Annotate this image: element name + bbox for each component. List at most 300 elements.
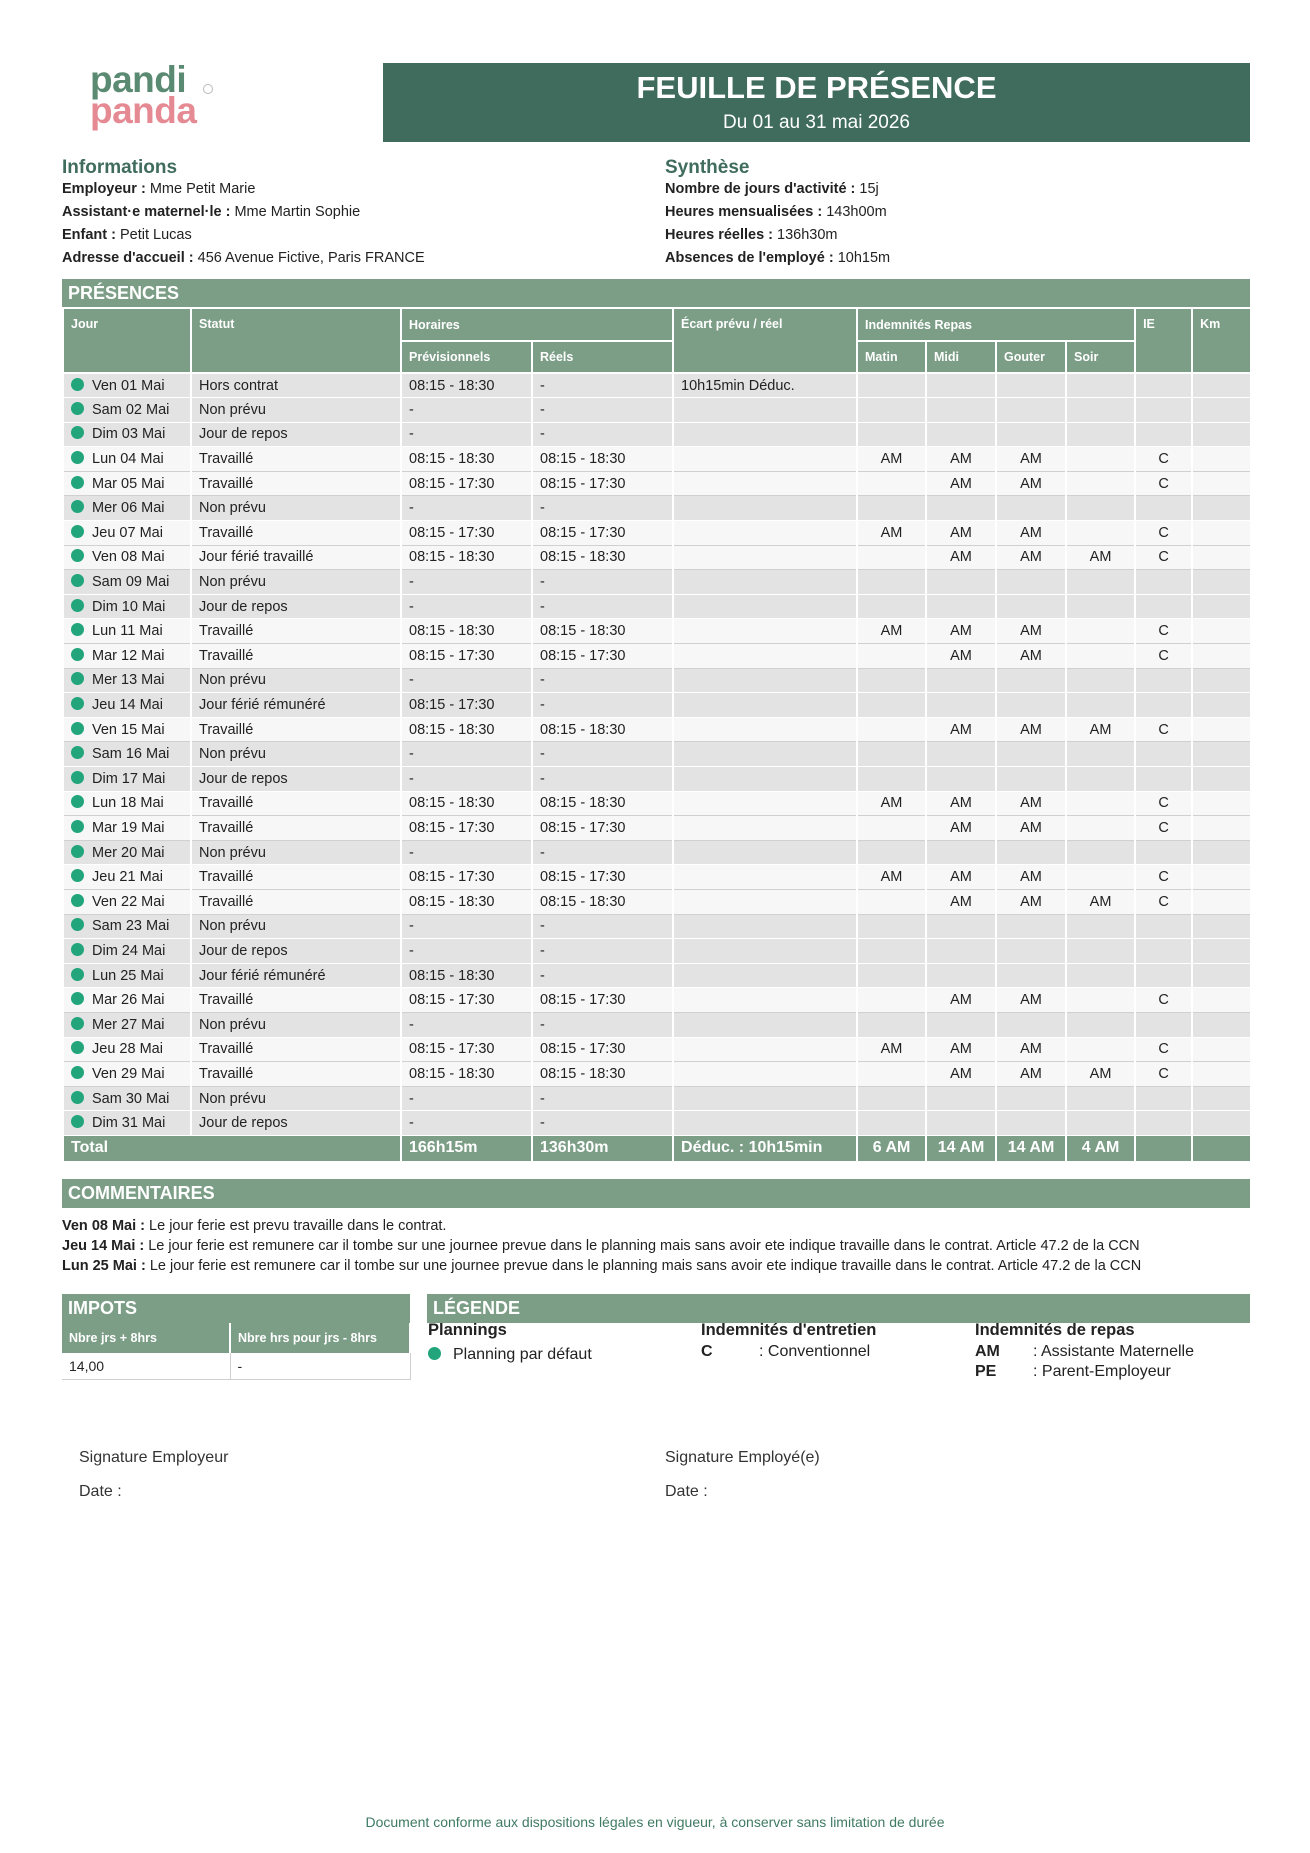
- cell-midi: [926, 914, 996, 939]
- cell-jour: Mer 27 Mai: [63, 1012, 191, 1037]
- planning-dot-icon: [71, 599, 84, 612]
- cell-ie: [1135, 939, 1192, 964]
- cell-ecart: [673, 422, 857, 447]
- info-enfant: Enfant : Petit Lucas: [62, 227, 192, 243]
- table-row: [63, 1012, 1251, 1037]
- cell-statut: Non prévu: [191, 840, 401, 865]
- cell-matin: [857, 816, 926, 841]
- cell-midi: AM: [926, 717, 996, 742]
- cell-midi: AM: [926, 471, 996, 496]
- cell-previsionnels: 08:15 - 17:30: [401, 1037, 532, 1062]
- cell-gouter: AM: [996, 791, 1066, 816]
- cell-jour: Mar 05 Mai: [63, 471, 191, 496]
- table-row: [63, 644, 1251, 669]
- planning-dot-icon: [71, 1066, 84, 1079]
- cell-reels: 08:15 - 17:30: [532, 816, 673, 841]
- cell-ecart: [673, 1086, 857, 1111]
- repas-am-item: AM : Assistante Maternelle: [975, 1343, 1194, 1360]
- cell-ie: C: [1135, 865, 1192, 890]
- cell-gouter: AM: [996, 865, 1066, 890]
- synthese-section: [665, 157, 890, 270]
- cell-ecart: [673, 840, 857, 865]
- table-row: [63, 398, 1251, 423]
- planning-dot-icon: [71, 1115, 84, 1128]
- table-row: [63, 545, 1251, 570]
- cell-previsionnels: 08:15 - 17:30: [401, 471, 532, 496]
- cell-gouter: AM: [996, 619, 1066, 644]
- cell-reels: -: [532, 398, 673, 423]
- cell-midi: [926, 840, 996, 865]
- total-km: [1192, 1135, 1251, 1161]
- cell-statut: Travaillé: [191, 1037, 401, 1062]
- cell-matin: [857, 963, 926, 988]
- total-reels: 136h30m: [532, 1135, 673, 1161]
- impots-title: IMPOTS: [62, 1294, 410, 1323]
- cell-reels: 08:15 - 18:30: [532, 889, 673, 914]
- cell-previsionnels: -: [401, 742, 532, 767]
- table-row: [63, 521, 1251, 546]
- planning-dot-icon: [71, 968, 84, 981]
- cell-ecart: [673, 1062, 857, 1087]
- cell-ecart: [673, 693, 857, 718]
- cell-reels: 08:15 - 17:30: [532, 644, 673, 669]
- repas-pe-item: PE : Parent-Employeur: [975, 1363, 1171, 1380]
- planning-default-item: Planning par défaut: [428, 1346, 592, 1364]
- cell-statut: Non prévu: [191, 742, 401, 767]
- cell-midi: [926, 1111, 996, 1136]
- cell-previsionnels: 08:15 - 18:30: [401, 717, 532, 742]
- cell-previsionnels: 08:15 - 18:30: [401, 889, 532, 914]
- cell-previsionnels: 08:15 - 17:30: [401, 693, 532, 718]
- cell-ie: [1135, 1086, 1192, 1111]
- cell-gouter: [996, 594, 1066, 619]
- repas-title: Indemnités de repas: [975, 1321, 1135, 1339]
- cell-ie: C: [1135, 1062, 1192, 1087]
- cell-ecart: [673, 471, 857, 496]
- cell-ecart: [673, 988, 857, 1013]
- total-midi: 14 AM: [926, 1135, 996, 1161]
- planning-dot-icon: [71, 623, 84, 636]
- cell-gouter: AM: [996, 1062, 1066, 1087]
- cell-previsionnels: -: [401, 1012, 532, 1037]
- cell-statut: Jour de repos: [191, 1111, 401, 1136]
- cell-previsionnels: -: [401, 668, 532, 693]
- cell-ecart: [673, 914, 857, 939]
- cell-jour: Mer 13 Mai: [63, 668, 191, 693]
- cell-jour: Mer 06 Mai: [63, 496, 191, 521]
- cell-soir: [1066, 963, 1135, 988]
- cell-statut: Non prévu: [191, 914, 401, 939]
- cell-reels: 08:15 - 17:30: [532, 471, 673, 496]
- cell-jour: Lun 25 Mai: [63, 963, 191, 988]
- cell-km: [1192, 865, 1251, 890]
- planning-dot-icon: [71, 648, 84, 661]
- registered-mark-icon: [203, 84, 213, 94]
- col-midi: Midi: [926, 341, 996, 373]
- cell-statut: Jour de repos: [191, 939, 401, 964]
- cell-ecart: [673, 889, 857, 914]
- cell-soir: [1066, 1012, 1135, 1037]
- cell-reels: -: [532, 1012, 673, 1037]
- cell-reels: -: [532, 668, 673, 693]
- cell-statut: Travaillé: [191, 816, 401, 841]
- planning-dot-icon: [71, 1017, 84, 1030]
- planning-dot-icon: [71, 722, 84, 735]
- cell-midi: [926, 693, 996, 718]
- cell-reels: -: [532, 496, 673, 521]
- cell-km: [1192, 1012, 1251, 1037]
- total-label: Total: [63, 1135, 401, 1161]
- cell-reels: -: [532, 1086, 673, 1111]
- cell-km: [1192, 619, 1251, 644]
- table-row: [63, 471, 1251, 496]
- total-previsionnels: 166h15m: [401, 1135, 532, 1161]
- synthese-absences: Absences de l'employé : 10h15m: [665, 250, 891, 266]
- cell-statut: Travaillé: [191, 1062, 401, 1087]
- cell-km: [1192, 1037, 1251, 1062]
- cell-ie: [1135, 742, 1192, 767]
- cell-soir: AM: [1066, 545, 1135, 570]
- cell-ie: [1135, 1012, 1192, 1037]
- cell-ecart: [673, 570, 857, 595]
- cell-previsionnels: -: [401, 422, 532, 447]
- cell-reels: -: [532, 422, 673, 447]
- cell-gouter: [996, 1111, 1066, 1136]
- cell-reels: -: [532, 1111, 673, 1136]
- planning-dot-icon: [71, 549, 84, 562]
- total-soir: 4 AM: [1066, 1135, 1135, 1161]
- cell-midi: AM: [926, 545, 996, 570]
- table-row: [63, 1111, 1251, 1136]
- info-employeur: Employeur : Mme Petit Marie: [62, 181, 256, 197]
- cell-ie: C: [1135, 889, 1192, 914]
- cell-km: [1192, 889, 1251, 914]
- logo-line1: pandi: [90, 59, 187, 100]
- cell-previsionnels: 08:15 - 18:30: [401, 619, 532, 644]
- cell-matin: [857, 767, 926, 792]
- cell-gouter: AM: [996, 447, 1066, 472]
- cell-gouter: [996, 963, 1066, 988]
- cell-statut: Jour férié travaillé: [191, 545, 401, 570]
- cell-statut: Jour férié rémunéré: [191, 693, 401, 718]
- cell-statut: Non prévu: [191, 496, 401, 521]
- cell-midi: AM: [926, 447, 996, 472]
- cell-gouter: AM: [996, 521, 1066, 546]
- cell-ecart: [673, 545, 857, 570]
- cell-matin: [857, 471, 926, 496]
- cell-soir: [1066, 865, 1135, 890]
- cell-matin: [857, 1062, 926, 1087]
- signature-employeur: Signature Employeur: [79, 1449, 229, 1466]
- cell-midi: AM: [926, 1037, 996, 1062]
- cell-previsionnels: -: [401, 914, 532, 939]
- period-subtitle: Du 01 au 31 mai 2026: [723, 112, 910, 133]
- cell-statut: Travaillé: [191, 644, 401, 669]
- planning-dot-icon: [71, 525, 84, 538]
- impots-table: [62, 1323, 411, 1380]
- cell-km: [1192, 988, 1251, 1013]
- cell-gouter: [996, 668, 1066, 693]
- cell-soir: [1066, 398, 1135, 423]
- logo-line2: panda: [90, 90, 197, 131]
- cell-matin: [857, 889, 926, 914]
- cell-km: [1192, 717, 1251, 742]
- cell-ecart: [673, 644, 857, 669]
- entretien-item: C : Conventionnel: [701, 1343, 871, 1360]
- cell-gouter: [996, 742, 1066, 767]
- cell-gouter: [996, 939, 1066, 964]
- entretien-title: Indemnités d'entretien: [701, 1321, 877, 1339]
- cell-statut: Travaillé: [191, 791, 401, 816]
- cell-km: [1192, 939, 1251, 964]
- cell-midi: AM: [926, 889, 996, 914]
- cell-jour: Lun 18 Mai: [63, 791, 191, 816]
- table-row: [63, 717, 1251, 742]
- synthese-jours: Nombre de jours d'activité : 15j: [665, 181, 879, 197]
- cell-soir: [1066, 988, 1135, 1013]
- cell-midi: [926, 742, 996, 767]
- cell-gouter: [996, 840, 1066, 865]
- cell-gouter: AM: [996, 816, 1066, 841]
- col-matin: Matin: [857, 341, 926, 373]
- cell-previsionnels: 08:15 - 17:30: [401, 988, 532, 1013]
- cell-ie: [1135, 963, 1192, 988]
- cell-reels: 08:15 - 18:30: [532, 619, 673, 644]
- table-row: [63, 889, 1251, 914]
- cell-ecart: [673, 865, 857, 890]
- cell-previsionnels: -: [401, 1086, 532, 1111]
- cell-statut: Travaillé: [191, 889, 401, 914]
- cell-matin: [857, 545, 926, 570]
- cell-ecart: [673, 398, 857, 423]
- cell-soir: [1066, 1037, 1135, 1062]
- cell-km: [1192, 447, 1251, 472]
- cell-reels: 08:15 - 18:30: [532, 447, 673, 472]
- cell-jour: Jeu 07 Mai: [63, 521, 191, 546]
- cell-jour: Dim 24 Mai: [63, 939, 191, 964]
- cell-reels: 08:15 - 18:30: [532, 717, 673, 742]
- cell-midi: [926, 373, 996, 398]
- cell-statut: Travaillé: [191, 521, 401, 546]
- col-indemnites: Indemnités Repas: [857, 308, 1135, 341]
- cell-matin: [857, 398, 926, 423]
- cell-km: [1192, 1062, 1251, 1087]
- cell-ie: [1135, 422, 1192, 447]
- cell-ecart: [673, 521, 857, 546]
- cell-jour: Ven 22 Mai: [63, 889, 191, 914]
- cell-soir: [1066, 693, 1135, 718]
- cell-reels: -: [532, 373, 673, 398]
- cell-matin: [857, 1086, 926, 1111]
- cell-gouter: AM: [996, 889, 1066, 914]
- cell-statut: Non prévu: [191, 570, 401, 595]
- cell-ie: [1135, 914, 1192, 939]
- cell-matin: [857, 988, 926, 1013]
- cell-matin: [857, 373, 926, 398]
- planning-dot-icon: [71, 992, 84, 1005]
- cell-ie: [1135, 693, 1192, 718]
- cell-previsionnels: 08:15 - 18:30: [401, 373, 532, 398]
- cell-midi: AM: [926, 865, 996, 890]
- col-horaires: Horaires: [401, 308, 673, 341]
- cell-statut: Jour de repos: [191, 767, 401, 792]
- col-ecart: Écart prévu / réel: [673, 308, 857, 373]
- cell-matin: [857, 594, 926, 619]
- cell-soir: [1066, 471, 1135, 496]
- planning-dot-icon: [71, 378, 84, 391]
- table-row: [63, 1062, 1251, 1087]
- cell-reels: 08:15 - 17:30: [532, 865, 673, 890]
- cell-jour: Sam 30 Mai: [63, 1086, 191, 1111]
- cell-matin: [857, 668, 926, 693]
- impots-col2: Nbre hrs pour jrs - 8hrs: [230, 1323, 410, 1353]
- cell-reels: 08:15 - 18:30: [532, 1062, 673, 1087]
- cell-soir: AM: [1066, 1062, 1135, 1087]
- legende-plannings: [428, 1321, 592, 1364]
- cell-ie: [1135, 1111, 1192, 1136]
- cell-jour: Jeu 28 Mai: [63, 1037, 191, 1062]
- cell-previsionnels: 08:15 - 18:30: [401, 791, 532, 816]
- table-row: [63, 840, 1251, 865]
- cell-soir: [1066, 570, 1135, 595]
- cell-matin: AM: [857, 1037, 926, 1062]
- cell-matin: [857, 939, 926, 964]
- cell-gouter: AM: [996, 545, 1066, 570]
- cell-midi: [926, 422, 996, 447]
- cell-reels: -: [532, 963, 673, 988]
- cell-midi: [926, 963, 996, 988]
- cell-midi: [926, 570, 996, 595]
- planning-dot-icon: [71, 869, 84, 882]
- cell-previsionnels: 08:15 - 18:30: [401, 545, 532, 570]
- cell-ecart: [673, 816, 857, 841]
- cell-statut: Travaillé: [191, 447, 401, 472]
- synthese-heures-mensualisees: Heures mensualisées : 143h00m: [665, 204, 887, 220]
- presences-table: [62, 307, 1252, 1162]
- cell-km: [1192, 1086, 1251, 1111]
- cell-midi: [926, 939, 996, 964]
- cell-jour: Jeu 14 Mai: [63, 693, 191, 718]
- cell-ie: C: [1135, 988, 1192, 1013]
- cell-soir: [1066, 447, 1135, 472]
- cell-km: [1192, 1111, 1251, 1136]
- planning-dot-icon: [71, 426, 84, 439]
- cell-soir: [1066, 791, 1135, 816]
- informations-title: Informations: [62, 157, 178, 178]
- cell-soir: [1066, 767, 1135, 792]
- cell-ecart: [673, 963, 857, 988]
- legende-repas: [975, 1321, 1194, 1381]
- cell-previsionnels: -: [401, 840, 532, 865]
- cell-ecart: 10h15min Déduc.: [673, 373, 857, 398]
- table-row: [63, 939, 1251, 964]
- table-row: [63, 619, 1251, 644]
- total-ecart: Déduc. : 10h15min: [673, 1135, 857, 1161]
- cell-soir: [1066, 914, 1135, 939]
- planning-dot-icon: [71, 771, 84, 784]
- cell-statut: Travaillé: [191, 619, 401, 644]
- cell-jour: Sam 02 Mai: [63, 398, 191, 423]
- cell-reels: -: [532, 939, 673, 964]
- col-ie: IE: [1135, 308, 1192, 373]
- cell-jour: Ven 15 Mai: [63, 717, 191, 742]
- table-row: [63, 668, 1251, 693]
- comment-item: Ven 08 Mai : Le jour ferie est prevu travaille dans le contrat.: [62, 1218, 447, 1234]
- cell-previsionnels: 08:15 - 18:30: [401, 1062, 532, 1087]
- cell-midi: AM: [926, 1062, 996, 1087]
- planning-dot-icon: [71, 672, 84, 685]
- cell-statut: Jour de repos: [191, 422, 401, 447]
- pandi-panda-logo: [90, 60, 230, 134]
- cell-matin: [857, 717, 926, 742]
- cell-soir: [1066, 742, 1135, 767]
- cell-ecart: [673, 791, 857, 816]
- cell-previsionnels: 08:15 - 17:30: [401, 816, 532, 841]
- cell-statut: Non prévu: [191, 668, 401, 693]
- cell-km: [1192, 668, 1251, 693]
- table-row: [63, 816, 1251, 841]
- cell-ie: C: [1135, 447, 1192, 472]
- cell-reels: -: [532, 570, 673, 595]
- info-assistant: Assistant·e maternel·le : Mme Martin Sophie: [62, 204, 361, 220]
- cell-ie: C: [1135, 644, 1192, 669]
- legende-title: LÉGENDE: [427, 1294, 1250, 1323]
- cell-km: [1192, 914, 1251, 939]
- cell-km: [1192, 373, 1251, 398]
- cell-soir: [1066, 840, 1135, 865]
- cell-ecart: [673, 1037, 857, 1062]
- cell-jour: Mer 20 Mai: [63, 840, 191, 865]
- cell-ie: C: [1135, 619, 1192, 644]
- cell-km: [1192, 545, 1251, 570]
- cell-matin: [857, 742, 926, 767]
- presences-body: [63, 373, 1251, 1135]
- cell-ecart: [673, 717, 857, 742]
- cell-midi: AM: [926, 791, 996, 816]
- cell-reels: -: [532, 914, 673, 939]
- cell-km: [1192, 963, 1251, 988]
- cell-gouter: AM: [996, 471, 1066, 496]
- col-soir: Soir: [1066, 341, 1135, 373]
- cell-previsionnels: 08:15 - 17:30: [401, 521, 532, 546]
- cell-gouter: AM: [996, 988, 1066, 1013]
- cell-jour: Lun 11 Mai: [63, 619, 191, 644]
- cell-jour: Dim 10 Mai: [63, 594, 191, 619]
- footer-note: Document conforme aux dispositions légales en vigueur, à conserver sans limitation de durée: [365, 1814, 945, 1830]
- cell-matin: AM: [857, 447, 926, 472]
- cell-matin: AM: [857, 791, 926, 816]
- planning-dot-icon: [71, 500, 84, 513]
- col-jour: Jour: [63, 308, 191, 373]
- planning-dot-icon: [71, 476, 84, 489]
- cell-reels: -: [532, 693, 673, 718]
- planning-dot-icon: [71, 451, 84, 464]
- table-row: [63, 963, 1251, 988]
- cell-gouter: [996, 693, 1066, 718]
- cell-ecart: [673, 767, 857, 792]
- cell-ecart: [673, 668, 857, 693]
- cell-reels: -: [532, 767, 673, 792]
- cell-reels: -: [532, 840, 673, 865]
- cell-reels: 08:15 - 17:30: [532, 988, 673, 1013]
- planning-dot-icon: [71, 574, 84, 587]
- cell-jour: Lun 04 Mai: [63, 447, 191, 472]
- plannings-title: Plannings: [428, 1321, 507, 1339]
- total-row: [63, 1135, 1251, 1161]
- cell-matin: [857, 693, 926, 718]
- cell-gouter: AM: [996, 644, 1066, 669]
- cell-matin: AM: [857, 619, 926, 644]
